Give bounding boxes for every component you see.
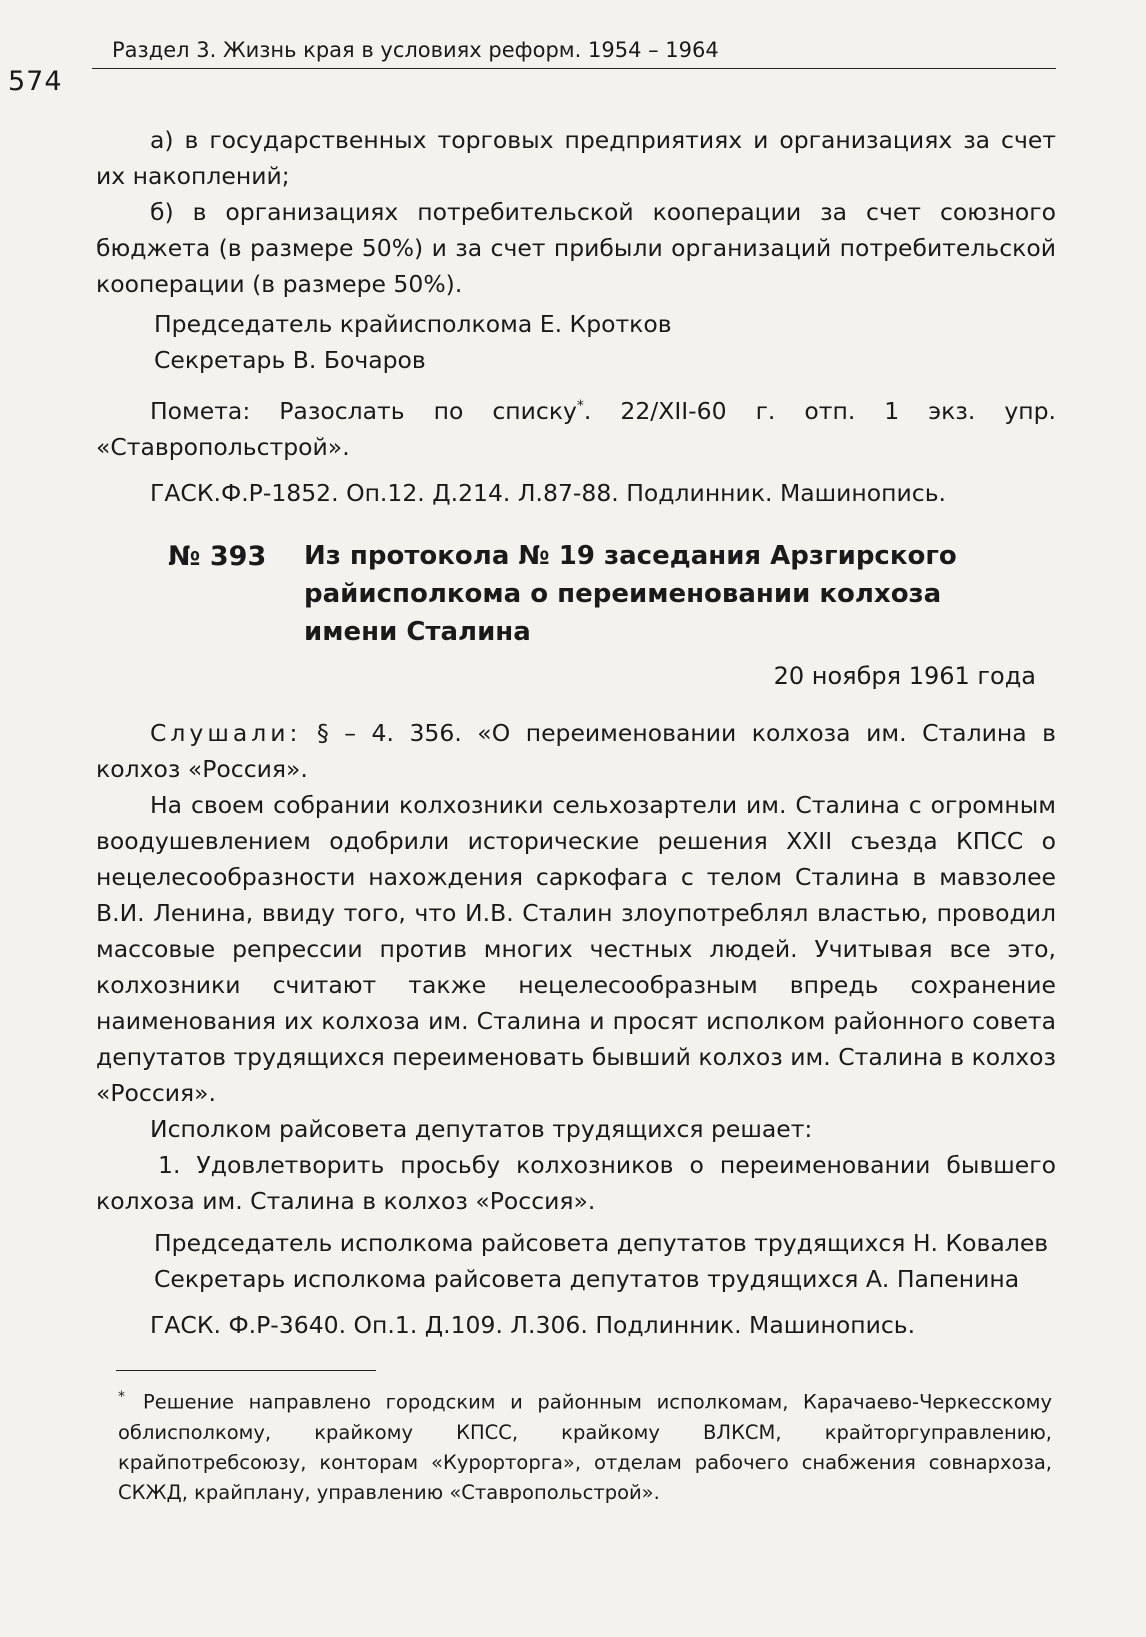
- signature-secretary-2: Секретарь исполкома райсовета депутатов трудящихся А. Папенина: [154, 1264, 1020, 1293]
- page-body: [96, 122, 1056, 1343]
- decision-intro: Исполком райсовета депутатов трудящихся решает:: [150, 1114, 813, 1143]
- previous-signatures: [154, 306, 1056, 378]
- document-number: № 393: [168, 540, 267, 572]
- footnote-rule: [116, 1370, 376, 1371]
- archive-source-1: ГАСК.Ф.Р-1852. Оп.12. Д.214. Л.87-88. Подлинник. Машинопись.: [150, 478, 947, 507]
- decision-item: 1. Удовлетворить просьбу колхозников о переименовании бывшего колхоза им. Сталина в колхоз «Россия».: [96, 1150, 1056, 1215]
- document-date: 20 ноября 1961 года: [773, 661, 1036, 690]
- signature-chairman-2: Председатель исполкома райсовета депутатов трудящихся Н. Ковалев: [154, 1228, 1049, 1257]
- document-title: Из протокола № 19 заседания Арзгирского райисполкома о переименовании колхоза имени Сталина: [304, 540, 957, 647]
- note-marker: *: [576, 398, 584, 414]
- footnote-text: Решение направлено городским и районным исполкомам, Карачаево-Черкесскому облисполкому, крайкому КПСС, крайкому ВЛКСМ, крайторгуправлению, крайпотребсоюзу, конторам «Курорторга», отделам рабочего снабжения совнархоза, СКЖД, крайплану, управлению «Ставропольстрой».: [118, 1390, 1052, 1504]
- note: [96, 388, 1056, 465]
- document-header: [168, 537, 1056, 651]
- signature-chairman: Председатель крайисполкома Е. Кротков: [154, 310, 672, 338]
- footnote-marker: *: [118, 1389, 125, 1405]
- signature-secretary: Секретарь В. Бочаров: [154, 346, 426, 374]
- heard-text: § – 4. 356. «О переименовании колхоза им. Сталина в колхоз «Россия».: [96, 718, 1056, 783]
- document-signatures: [154, 1225, 1056, 1297]
- archive-source-2: ГАСК. Ф.Р-3640. Оп.1. Д.109. Л.306. Подлинник. Машинопись.: [150, 1310, 916, 1339]
- heard-label: Слушали:: [150, 718, 302, 747]
- note-label: Помета: Разослать по списку: [150, 396, 577, 425]
- item-b: б) в организациях потребительской кооперации за счет союзного бюджета (в размере 50%) и за счет прибыли организаций потребительской кооперации (в размере 50%).: [96, 198, 1056, 298]
- note-text: . 22/XII-60 г. отп. 1 экз. упр. «Ставропольстрой».: [96, 396, 1056, 461]
- heard-paragraph: [96, 715, 1056, 787]
- running-header: Раздел 3. Жизнь края в условиях реформ. 1954 – 1964: [112, 38, 719, 62]
- body-paragraph: На своем собрании колхозники сельхозартели им. Сталина с огромным воодушевлением одобрили исторические решения XXII съезда КПСС о нецелесообразности нахождения саркофага с телом Сталина в мавзолее В.И. Ленина, ввиду того, что И.В. Сталин злоупотреблял властью, проводил массовые репрессии против многих честных людей. Учитывая все это, колхозники считают также нецелесообразным впредь сохранение наименования их колхоза им. Сталина и просят исполком районного совета депутатов трудящихся переименовать бывший колхоз им. Сталина в колхоз «Россия».: [96, 790, 1056, 1107]
- header-rule: [92, 68, 1056, 69]
- item-a: а) в государственных торговых предприятиях и организациях за счет их накоплений;: [96, 126, 1056, 190]
- footnote: [118, 1382, 1052, 1508]
- page-number: 574: [8, 66, 63, 97]
